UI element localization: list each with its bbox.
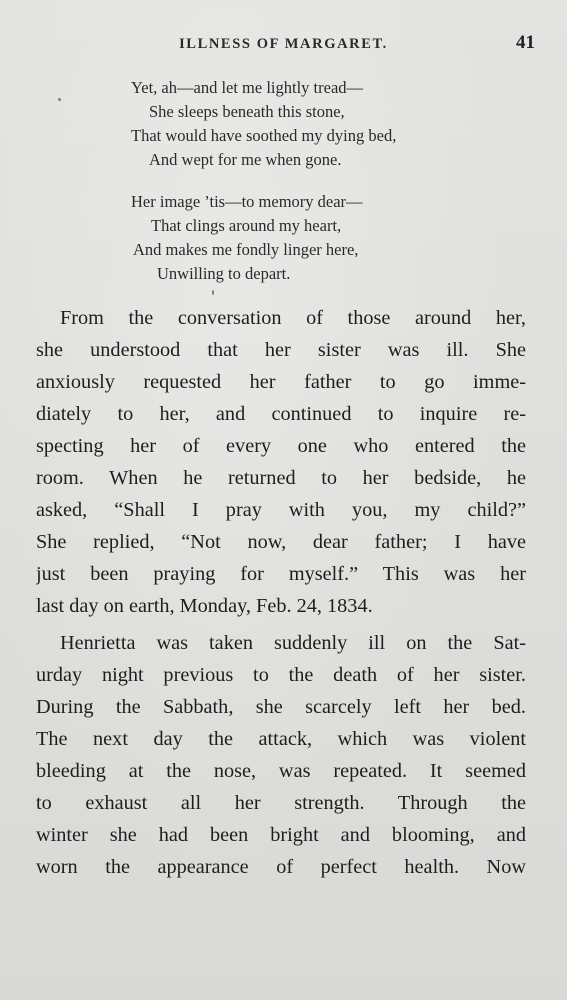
poem-line: Her image ’tis—to memory dear— [131,192,363,211]
ink-speck [212,290,214,295]
paragraph-line: room. When he returned to her bedside, he [36,467,526,489]
paragraph-line: winter she had been bright and blooming, and [36,824,526,846]
poem-line: That clings around my heart, [151,216,342,235]
paragraph-line: she understood that her sister was ill. She [36,339,526,361]
paragraph-line: diately to her, and continued to inquire re- [36,403,526,425]
running-head: ILLNESS OF MARGARET. [179,36,388,52]
paragraph [36,302,526,622]
paragraph-line: urday night previous to the death of her sister. [36,664,526,686]
poem-line: Yet, ah—and let me lightly tread— [131,78,364,97]
poem [0,76,567,304]
ink-speck [58,98,61,101]
paragraph [36,627,526,883]
paragraph-line: asked, “Shall I pray with you, my child?” [36,499,526,521]
paragraph-line: Henrietta was taken suddenly ill on the Sat- [60,632,526,654]
poem-stanza [0,76,567,172]
paragraph-line: specting her of every one who entered the [36,435,526,457]
paragraph-line: to exhaust all her strength. Through the [36,792,526,814]
paragraph-line: The next day the attack, which was violent [36,728,526,750]
paragraph-line: She replied, “Not now, dear father; I have [36,531,526,553]
paragraph-line: bleeding at the nose, was repeated. It seemed [36,760,526,782]
paragraph-line: From the conversation of those around her, [60,307,526,329]
paragraph-line: just been praying for myself.” This was her [36,563,526,585]
paragraph-line: During the Sabbath, she scarcely left her bed. [36,696,526,718]
prose-body [36,302,526,883]
poem-stanza [0,190,567,286]
paragraph-line: anxiously requested her father to go imme- [36,371,526,393]
poem-line: She sleeps beneath this stone, [149,102,345,121]
poem-line: And makes me fondly linger here, [133,240,359,259]
poem-line: And wept for me when gone. [149,150,342,169]
paragraph-line: worn the appearance of perfect health. Now [36,856,526,878]
poem-line: Unwilling to depart. [157,264,291,283]
page-header [0,32,567,60]
paragraph-line: last day on earth, Monday, Feb. 24, 1834. [36,595,373,617]
poem-line: That would have soothed my dying bed, [131,126,397,145]
page-number: 41 [516,32,535,53]
